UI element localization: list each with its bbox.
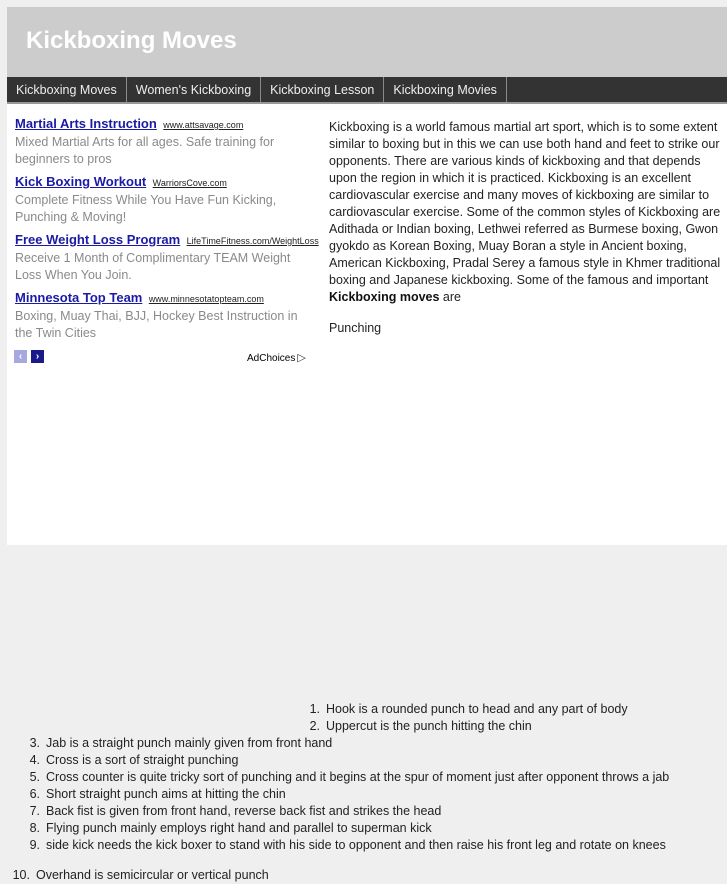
- nav-item-kickboxing-moves[interactable]: Kickboxing Moves: [7, 77, 127, 102]
- list-number: 10.: [12, 868, 30, 882]
- list-number: 1.: [309, 702, 320, 716]
- ad-description: Receive 1 Month of Complimentary TEAM Weight Loss When You Join.: [15, 251, 291, 282]
- nav-item-kickboxing-movies[interactable]: Kickboxing Movies: [384, 77, 507, 102]
- list-item: [22, 837, 666, 854]
- ad-url-link[interactable]: www.minnesotatopteam.com: [148, 294, 264, 304]
- list-item: [22, 820, 432, 837]
- list-text: Cross counter is quite tricky sort of punching and it begins at the spur of moment just after opponent throws a jab: [46, 770, 670, 784]
- ad-next-arrow-icon[interactable]: ›: [31, 350, 44, 363]
- list-text: Cross is a sort of straight punching: [46, 753, 239, 767]
- list-number: 5.: [29, 770, 40, 784]
- ad-title-link[interactable]: Martial Arts Instruction: [15, 116, 157, 131]
- list-number: 4.: [29, 753, 40, 767]
- list-text: Short straight punch aims at hitting the chin: [46, 787, 286, 801]
- list-text: side kick needs the kick boxer to stand with his side to opponent and then raise his front leg and rotate on knees: [46, 838, 666, 852]
- article-intro: [329, 119, 727, 306]
- list-item: [302, 718, 532, 735]
- ad-title-link[interactable]: Kick Boxing Workout: [15, 174, 147, 189]
- list-item: [22, 803, 441, 820]
- list-number: 7.: [29, 804, 40, 818]
- ad-description: Mixed Martial Arts for all ages. Safe training for beginners to pros: [15, 135, 275, 166]
- list-text: Uppercut is the punch hitting the chin: [326, 719, 532, 733]
- list-text: Flying punch mainly employs right hand and parallel to superman kick: [46, 821, 432, 835]
- ad-url-link[interactable]: LifeTimeFitness.com/WeightLoss: [186, 236, 319, 246]
- list-item: [302, 701, 628, 718]
- ad-block: [15, 115, 319, 347]
- site-title[interactable]: Kickboxing Moves: [26, 27, 237, 54]
- list-item: [22, 735, 332, 752]
- ad-item: [15, 231, 319, 284]
- ad-title-link[interactable]: Free Weight Loss Program: [15, 232, 181, 247]
- ad-prev-arrow-icon[interactable]: ‹: [14, 350, 27, 363]
- adchoices-link[interactable]: [247, 351, 306, 364]
- list-item: [22, 752, 238, 769]
- list-text: Back fist is given from front hand, reverse back fist and strikes the head: [46, 804, 442, 818]
- section-heading-punching: Punching: [329, 321, 382, 335]
- list-number: 8.: [29, 821, 40, 835]
- intro-text: Kickboxing is a world famous martial art sport, which is to some extent similar to boxing but in this we can use both hand and feet to strike our opponents. There are various kinds of kickboxing and that depends upon the region in which it is practiced. Kickboxing is an excellent cardiovascular exercise and many moves of kickboxing are similar to cardiovascular exercise. Some of the common styles of Kickboxing are Adithada or Indian boxing, Lethwei referred as Burmese boxing, Gwon gyokdo as Korean Boxing, Muay Boran a style in Ancient boxing, American Kickboxing, Pradal Serey a famous style in Khmer traditional boxing and Japanese kickboxing. Some of the famous and important: [329, 120, 721, 287]
- ad-item: [15, 115, 311, 168]
- adchoices-label: AdChoices: [247, 353, 296, 364]
- list-number: 9.: [29, 838, 40, 852]
- list-text: Hook is a rounded punch to head and any part of body: [326, 702, 628, 716]
- list-number: 3.: [29, 736, 40, 750]
- intro-text-end: are: [439, 290, 461, 304]
- intro-bold-keyword: Kickboxing moves: [329, 290, 440, 304]
- ad-description: Boxing, Muay Thai, BJJ, Hockey Best Instruction in the Twin Cities: [15, 309, 298, 340]
- ad-description: Complete Fitness While You Have Fun Kicking, Punching & Moving!: [15, 193, 277, 224]
- ad-title-link[interactable]: Minnesota Top Team: [15, 290, 143, 305]
- ad-footer: [14, 350, 314, 364]
- ad-item: [15, 173, 311, 226]
- list-text: Jab is a straight punch mainly given from front hand: [46, 736, 333, 750]
- list-text: Overhand is semicircular or vertical punch: [36, 868, 269, 882]
- nav-item-kickboxing-lesson[interactable]: Kickboxing Lesson: [261, 77, 384, 102]
- adchoices-icon: ▷: [297, 352, 306, 364]
- site-header: [7, 7, 727, 77]
- ad-item: [15, 289, 311, 342]
- ad-url-link[interactable]: WarriorsCove.com: [152, 178, 227, 188]
- nav-item-womens-kickboxing[interactable]: Women's Kickboxing: [127, 77, 261, 102]
- list-number: 2.: [309, 719, 320, 733]
- main-nav: [7, 77, 727, 104]
- list-number: 6.: [29, 787, 40, 801]
- list-item: [22, 769, 669, 786]
- list-item: [22, 786, 286, 803]
- ad-url-link[interactable]: www.attsavage.com: [163, 120, 244, 130]
- list-item: [8, 867, 269, 884]
